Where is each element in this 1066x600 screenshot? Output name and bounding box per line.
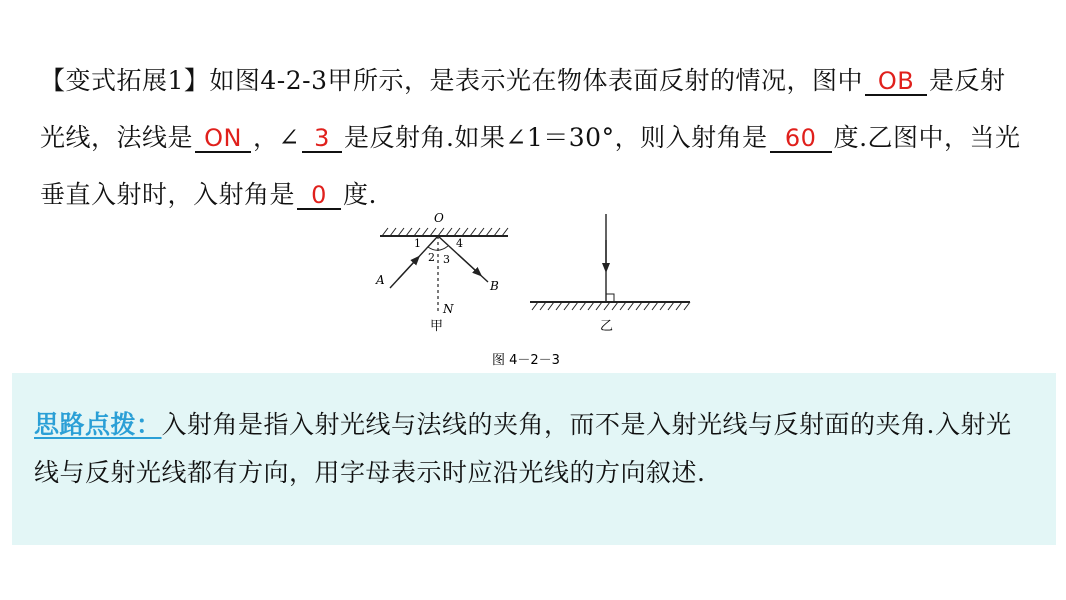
question-text (40, 52, 1030, 223)
mirror-yi (530, 302, 690, 310)
answer-blank-4: 60 (770, 125, 832, 153)
label-4: 4 (456, 237, 463, 250)
label-b: B (490, 279, 499, 293)
label-3: 3 (443, 253, 450, 266)
reflection-diagram (368, 210, 708, 372)
label-1: 1 (414, 237, 421, 250)
question-seg-2: ，∠ (253, 123, 300, 152)
question-seg-1: 是反射光线，法线是 (40, 66, 1006, 152)
question-seg-3: 是反射角.如果∠1＝30°，则入射角是 (343, 123, 768, 152)
hint-text (34, 401, 1034, 497)
mirror-jia (380, 228, 508, 236)
question-seg-4: 度.乙图中，当光垂直入射时，入射角是 (40, 123, 1021, 209)
incident-arrow (398, 258, 418, 280)
reflection-figure (368, 210, 708, 372)
label-2: 2 (428, 251, 435, 264)
label-jia: 甲 (430, 319, 444, 334)
label-a: A (376, 273, 385, 287)
question-seg-5: 度. (343, 180, 377, 209)
reflected-arrow (458, 254, 480, 274)
question-prefix: 【变式拓展1】如图4-2-3甲所示，是表示光在物体表面反射的情况，图中 (40, 66, 864, 95)
hint-body: 入射角是指入射光线与法线的夹角，而不是入射光线与反射面的夹角.入射光线与反射光线都有方向，用字母表示时应沿光线的方向叙述. (34, 410, 1012, 487)
answer-blank-5: 0 (297, 182, 341, 210)
label-n: N (443, 302, 454, 316)
hint-label: 思路点拨： (34, 410, 162, 439)
answer-blank-3: 3 (302, 125, 342, 153)
right-angle-mark (606, 294, 614, 302)
figure-caption: 图 4－2－3 (492, 353, 560, 368)
label-yi: 乙 (600, 319, 614, 334)
hint-box (12, 373, 1056, 545)
answer-blank-2: ON (195, 125, 251, 153)
label-o: O (434, 211, 444, 225)
answer-blank-1: OB (865, 68, 927, 96)
